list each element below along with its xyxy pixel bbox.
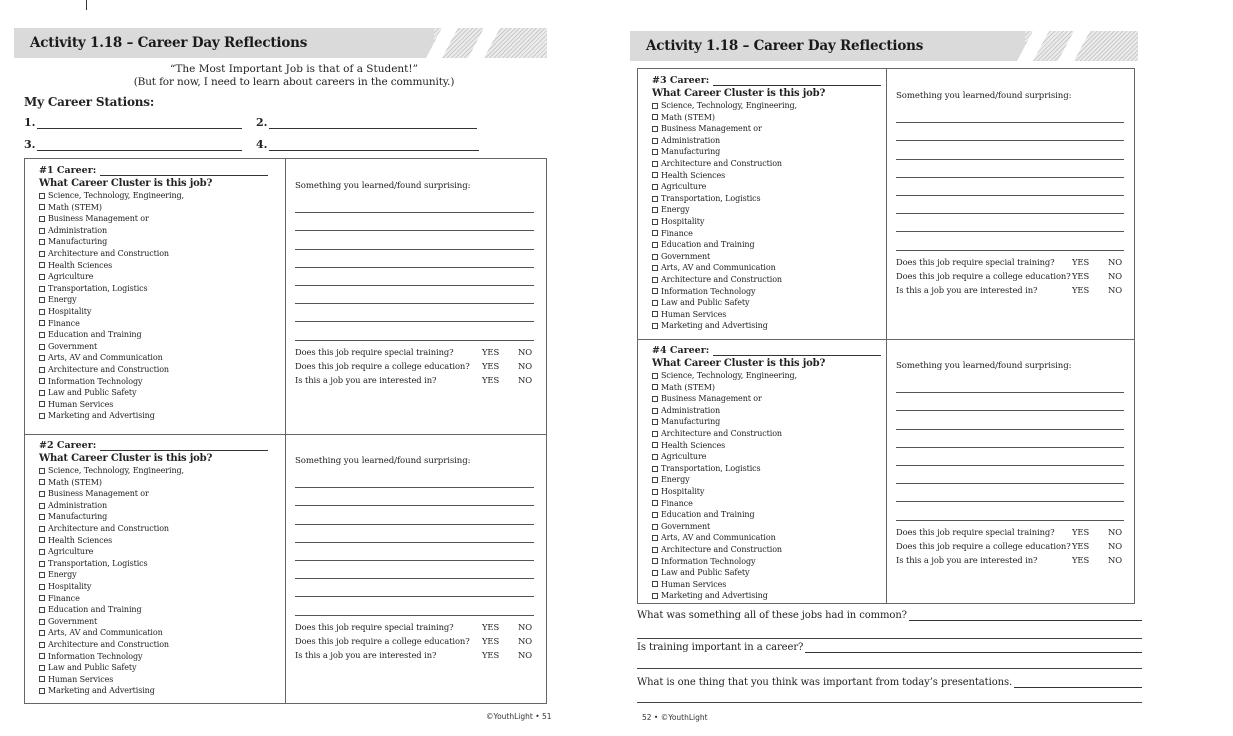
option-checkbox[interactable]: Information Technology (652, 286, 881, 298)
option-checkbox[interactable]: Science, Technology, Engineering, (652, 370, 881, 382)
right-page (630, 0, 1142, 736)
station-1[interactable] (24, 116, 242, 129)
activity-title: Activity 1.18 – Career Day Reflections (646, 38, 924, 54)
yes-option[interactable]: YES (482, 635, 500, 646)
option-checkbox[interactable]: Health Sciences (39, 535, 268, 547)
option-checkbox[interactable]: Transportation, Logistics (652, 463, 881, 475)
option-checkbox[interactable]: Science, Technology, Engineering, (652, 100, 881, 112)
career-1-field[interactable]: #1 Career: (39, 165, 268, 176)
activity-banner (14, 28, 547, 58)
option-checkbox[interactable]: Human Services (652, 309, 881, 321)
page-footer-52: 52 • ©YouthLight (642, 713, 708, 722)
question-row: Is this a job you are interested in? YES NO (295, 648, 534, 662)
option-checkbox[interactable]: Education and Training (652, 509, 881, 521)
option-checkbox[interactable]: Architecture and Construction (652, 274, 881, 286)
yes-option[interactable]: YES (482, 621, 500, 632)
career-4-field[interactable]: #4 Career: (652, 345, 881, 356)
career-box-right (637, 68, 1135, 604)
option-checkbox[interactable]: Health Sciences (39, 260, 268, 272)
option-checkbox[interactable]: Law and Public Safety (652, 297, 881, 309)
option-checkbox[interactable]: Administration (652, 405, 881, 417)
answer-line[interactable] (637, 638, 1142, 639)
no-option[interactable]: NO (518, 650, 532, 661)
cluster-question: What Career Cluster is this job? (652, 88, 826, 99)
option-checkbox[interactable]: Hospitality (652, 216, 881, 228)
option-checkbox[interactable]: Information Technology (39, 376, 268, 388)
cluster-question: What Career Cluster is this job? (652, 358, 826, 369)
question-row: Is this a job you are interested in? YES NO (295, 373, 534, 387)
yes-option[interactable]: YES (482, 650, 500, 661)
option-checkbox[interactable]: Government (652, 521, 881, 533)
no-option[interactable]: NO (518, 346, 532, 357)
option-checkbox[interactable]: Architecture and Construction (39, 639, 268, 651)
question-row: Is this a job you are interested in? YES NO (896, 553, 1124, 567)
option-checkbox[interactable]: Manufacturing (39, 511, 268, 523)
station-3[interactable] (24, 138, 242, 151)
career-1-reflection (295, 181, 534, 388)
question-row: Does this job require a college education? YES NO (896, 539, 1124, 553)
question-row: Does this job require special training? YES NO (896, 525, 1124, 539)
option-checkbox[interactable]: Architecture and Construction (652, 544, 881, 556)
no-option[interactable]: NO (1108, 555, 1122, 566)
writing-lines[interactable] (295, 195, 534, 341)
option-checkbox[interactable]: Health Sciences (652, 440, 881, 452)
cluster-question: What Career Cluster is this job? (39, 178, 213, 189)
option-checkbox[interactable]: Human Services (39, 399, 268, 411)
option-checkbox[interactable]: Law and Public Safety (39, 662, 268, 674)
option-checkbox[interactable]: Math (STEM) (39, 202, 268, 214)
no-option[interactable]: NO (1108, 526, 1122, 537)
quote-line-2: (But for now, I need to learn about careers in the community.) (133, 76, 455, 88)
option-checkbox[interactable]: Education and Training (39, 329, 268, 341)
option-checkbox[interactable]: Hospitality (39, 581, 268, 593)
answer-line[interactable] (637, 702, 1142, 703)
option-checkbox[interactable]: Finance (39, 318, 268, 330)
no-option[interactable]: NO (1108, 285, 1122, 296)
yes-option[interactable]: YES (482, 346, 500, 357)
no-option[interactable]: NO (518, 360, 532, 371)
option-checkbox[interactable]: Science, Technology, Engineering, (39, 190, 268, 202)
cluster-options (39, 190, 268, 422)
option-checkbox[interactable]: Architecture and Construction (652, 428, 881, 440)
answer-line[interactable] (637, 668, 1142, 669)
yes-option[interactable]: YES (1072, 540, 1090, 551)
left-page (14, 0, 554, 736)
option-checkbox[interactable]: Architecture and Construction (39, 248, 268, 260)
career-3-section (652, 75, 881, 332)
question-row: Is this a job you are interested in? YES NO (896, 283, 1124, 297)
cluster-options (39, 465, 268, 697)
quote (84, 63, 504, 89)
option-checkbox[interactable]: Finance (39, 593, 268, 605)
option-checkbox[interactable]: Architecture and Construction (652, 158, 881, 170)
no-option[interactable]: NO (518, 621, 532, 632)
writing-lines[interactable] (896, 375, 1124, 521)
option-checkbox[interactable]: Energy (652, 204, 881, 216)
option-checkbox[interactable]: Law and Public Safety (39, 387, 268, 399)
career-2-section (39, 440, 268, 697)
option-checkbox[interactable]: Arts, AV and Communication (39, 352, 268, 364)
option-checkbox[interactable]: Math (STEM) (652, 112, 881, 124)
no-option[interactable]: NO (518, 375, 532, 386)
option-checkbox[interactable]: Finance (652, 228, 881, 240)
option-checkbox[interactable]: Education and Training (39, 604, 268, 616)
station-4-number: 4. (256, 138, 268, 151)
option-checkbox[interactable]: Information Technology (39, 651, 268, 663)
option-checkbox[interactable]: Administration (39, 500, 268, 512)
final-question-3[interactable]: What is one thing that you think was important from today’s presentations. (637, 677, 1142, 688)
option-checkbox[interactable]: Science, Technology, Engineering, (39, 465, 268, 477)
station-3-number: 3. (24, 138, 36, 151)
option-checkbox[interactable]: Manufacturing (652, 146, 881, 158)
yes-option[interactable]: YES (1072, 270, 1090, 281)
option-checkbox[interactable]: Hospitality (652, 486, 881, 498)
career-4-reflection (896, 361, 1124, 568)
yes-option[interactable]: YES (482, 360, 500, 371)
final-question-1[interactable]: What was something all of these jobs had in common? (637, 610, 1142, 621)
learned-label: Something you learned/found surprising: (896, 361, 1072, 371)
no-option[interactable]: NO (1108, 540, 1122, 551)
option-checkbox[interactable]: Business Management or (652, 123, 881, 135)
option-checkbox[interactable]: Health Sciences (652, 170, 881, 182)
career-4-section (652, 345, 881, 602)
option-checkbox[interactable]: Arts, AV and Communication (652, 262, 881, 274)
station-2[interactable] (256, 116, 477, 129)
cluster-options (652, 370, 881, 602)
station-2-number: 2. (256, 116, 268, 129)
option-checkbox[interactable]: Transportation, Logistics (39, 283, 268, 295)
option-checkbox[interactable]: Math (STEM) (39, 477, 268, 489)
career-3-reflection (896, 91, 1124, 298)
option-checkbox[interactable]: Education and Training (652, 239, 881, 251)
option-checkbox[interactable]: Marketing and Advertising (652, 590, 881, 602)
option-checkbox[interactable]: Business Management or (39, 213, 268, 225)
option-checkbox[interactable]: Energy (39, 294, 268, 306)
option-checkbox[interactable]: Human Services (652, 579, 881, 591)
no-option[interactable]: NO (1108, 256, 1122, 267)
writing-lines[interactable] (295, 470, 534, 616)
career-2-reflection (295, 456, 534, 663)
option-checkbox[interactable]: Agriculture (39, 271, 268, 283)
learned-label: Something you learned/found surprising: (896, 91, 1072, 101)
option-checkbox[interactable]: Government (652, 251, 881, 263)
option-checkbox[interactable]: Agriculture (652, 451, 881, 463)
yes-option[interactable]: YES (482, 375, 500, 386)
final-question-2[interactable]: Is training important in a career? (637, 642, 1142, 653)
option-checkbox[interactable]: Government (39, 616, 268, 628)
option-checkbox[interactable]: Marketing and Advertising (652, 320, 881, 332)
cluster-question: What Career Cluster is this job? (39, 453, 213, 464)
option-checkbox[interactable]: Hospitality (39, 306, 268, 318)
option-checkbox[interactable]: Energy (652, 474, 881, 486)
option-checkbox[interactable]: Transportation, Logistics (39, 558, 268, 570)
career-3-field[interactable]: #3 Career: (652, 75, 881, 86)
writing-lines[interactable] (896, 105, 1124, 251)
option-checkbox[interactable]: Marketing and Advertising (39, 410, 268, 422)
question-row: Does this job require a college education? YES NO (295, 359, 534, 373)
option-checkbox[interactable]: Human Services (39, 674, 268, 686)
question-row: Does this job require special training? YES NO (295, 620, 534, 634)
option-checkbox[interactable]: Agriculture (39, 546, 268, 558)
option-checkbox[interactable]: Government (39, 341, 268, 353)
stations-heading: My Career Stations: (24, 95, 155, 109)
option-checkbox[interactable]: Arts, AV and Communication (39, 627, 268, 639)
option-checkbox[interactable]: Architecture and Construction (39, 523, 268, 535)
yes-option[interactable]: YES (1072, 285, 1090, 296)
career-2-field[interactable]: #2 Career: (39, 440, 268, 451)
question-row: Does this job require special training? YES NO (295, 345, 534, 359)
option-checkbox[interactable]: Finance (652, 498, 881, 510)
option-checkbox[interactable]: Business Management or (652, 393, 881, 405)
activity-banner (630, 31, 1138, 61)
option-checkbox[interactable]: Business Management or (39, 488, 268, 500)
page-footer-51: ©YouthLight • 51 (486, 712, 552, 721)
learned-label: Something you learned/found surprising: (295, 181, 471, 191)
no-option[interactable]: NO (1108, 270, 1122, 281)
option-checkbox[interactable]: Law and Public Safety (652, 567, 881, 579)
cluster-options (652, 100, 881, 332)
station-4[interactable] (256, 138, 479, 151)
option-checkbox[interactable]: Administration (39, 225, 268, 237)
yes-option[interactable]: YES (1072, 526, 1090, 537)
station-1-number: 1. (24, 116, 36, 129)
option-checkbox[interactable]: Information Technology (652, 556, 881, 568)
option-checkbox[interactable]: Administration (652, 135, 881, 147)
yes-option[interactable]: YES (1072, 555, 1090, 566)
option-checkbox[interactable]: Agriculture (652, 181, 881, 193)
option-checkbox[interactable]: Energy (39, 569, 268, 581)
option-checkbox[interactable]: Architecture and Construction (39, 364, 268, 376)
option-checkbox[interactable]: Manufacturing (652, 416, 881, 428)
quote-line-1: “The Most Important Job is that of a Student!” (170, 63, 418, 75)
option-checkbox[interactable]: Manufacturing (39, 236, 268, 248)
career-box-left (24, 158, 547, 704)
option-checkbox[interactable]: Marketing and Advertising (39, 685, 268, 697)
no-option[interactable]: NO (518, 635, 532, 646)
yes-option[interactable]: YES (1072, 256, 1090, 267)
option-checkbox[interactable]: Math (STEM) (652, 382, 881, 394)
career-1-section (39, 165, 268, 422)
question-row: Does this job require a college education? YES NO (295, 634, 534, 648)
activity-title: Activity 1.18 – Career Day Reflections (30, 35, 308, 51)
question-row: Does this job require special training? YES NO (896, 255, 1124, 269)
option-checkbox[interactable]: Arts, AV and Communication (652, 532, 881, 544)
option-checkbox[interactable]: Transportation, Logistics (652, 193, 881, 205)
learned-label: Something you learned/found surprising: (295, 456, 471, 466)
question-row: Does this job require a college education? YES NO (896, 269, 1124, 283)
